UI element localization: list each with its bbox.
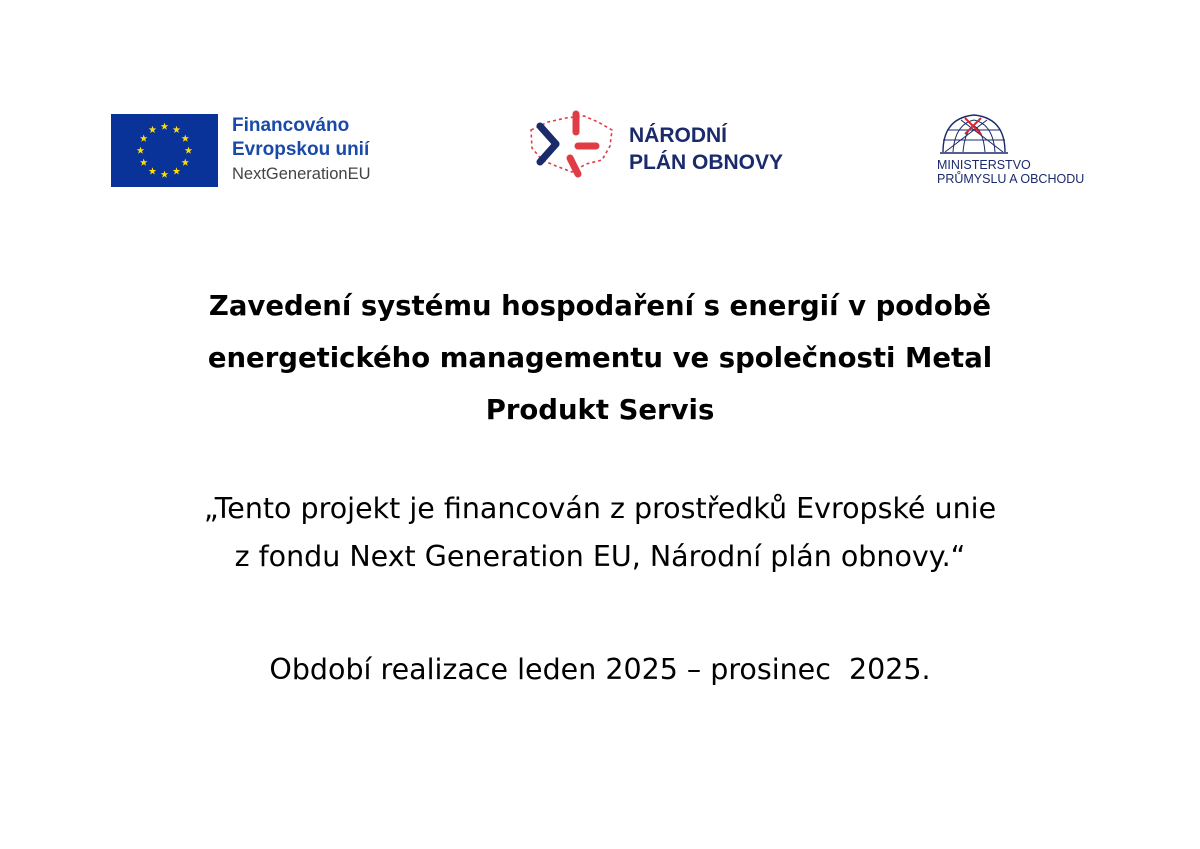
mpo-logo-text <box>937 158 1084 186</box>
eu-star <box>181 135 189 142</box>
project-title <box>100 280 1100 436</box>
title-line: Zavedení systému hospodaření s energií v podobě <box>208 290 992 322</box>
npo-mark-icon <box>526 108 618 180</box>
eu-star <box>173 167 181 174</box>
eu-logo-line1: Financováno <box>232 115 350 136</box>
eu-star <box>161 171 169 178</box>
eu-star <box>137 147 145 154</box>
eu-star <box>185 147 193 154</box>
eu-logo-line3: NextGenerationEU <box>232 165 371 183</box>
title-line: Produkt Servis <box>485 394 715 426</box>
mpo-logo-line2: PRŮMYSLU A OBCHODU <box>937 172 1085 186</box>
npo-logo-line1: NÁRODNÍ <box>629 124 727 147</box>
eu-star <box>173 126 181 133</box>
eu-star <box>149 126 157 133</box>
narodni-plan-obnovy-logo <box>526 108 816 180</box>
ministry-logo <box>935 110 1105 190</box>
statement-line: z fondu Next Generation EU, Národní plán obnovy.“ <box>234 540 966 573</box>
funding-statement <box>80 485 1120 581</box>
title-line: energetického managementu ve společnosti Metal <box>207 342 993 374</box>
realization-period: Období realizace leden 2025 – prosinec 2025. <box>269 653 931 686</box>
mpo-logo-line1: MINISTERSTVO <box>937 158 1031 172</box>
eu-star <box>181 159 189 166</box>
globe-icon <box>935 110 1013 156</box>
npo-logo-text <box>629 122 783 176</box>
eu-logo-text <box>232 114 371 186</box>
eu-star <box>161 123 169 130</box>
npo-logo-line2: PLÁN OBNOVY <box>629 151 784 174</box>
eu-flag-icon <box>111 114 218 187</box>
statement-line: „Tento projekt je financován z prostředků Evropské unie <box>203 492 997 525</box>
eu-star <box>140 135 148 142</box>
eu-star <box>140 159 148 166</box>
eu-logo-line2: Evropskou unií <box>232 139 370 160</box>
eu-star <box>149 167 157 174</box>
eu-funding-logo <box>111 114 401 188</box>
